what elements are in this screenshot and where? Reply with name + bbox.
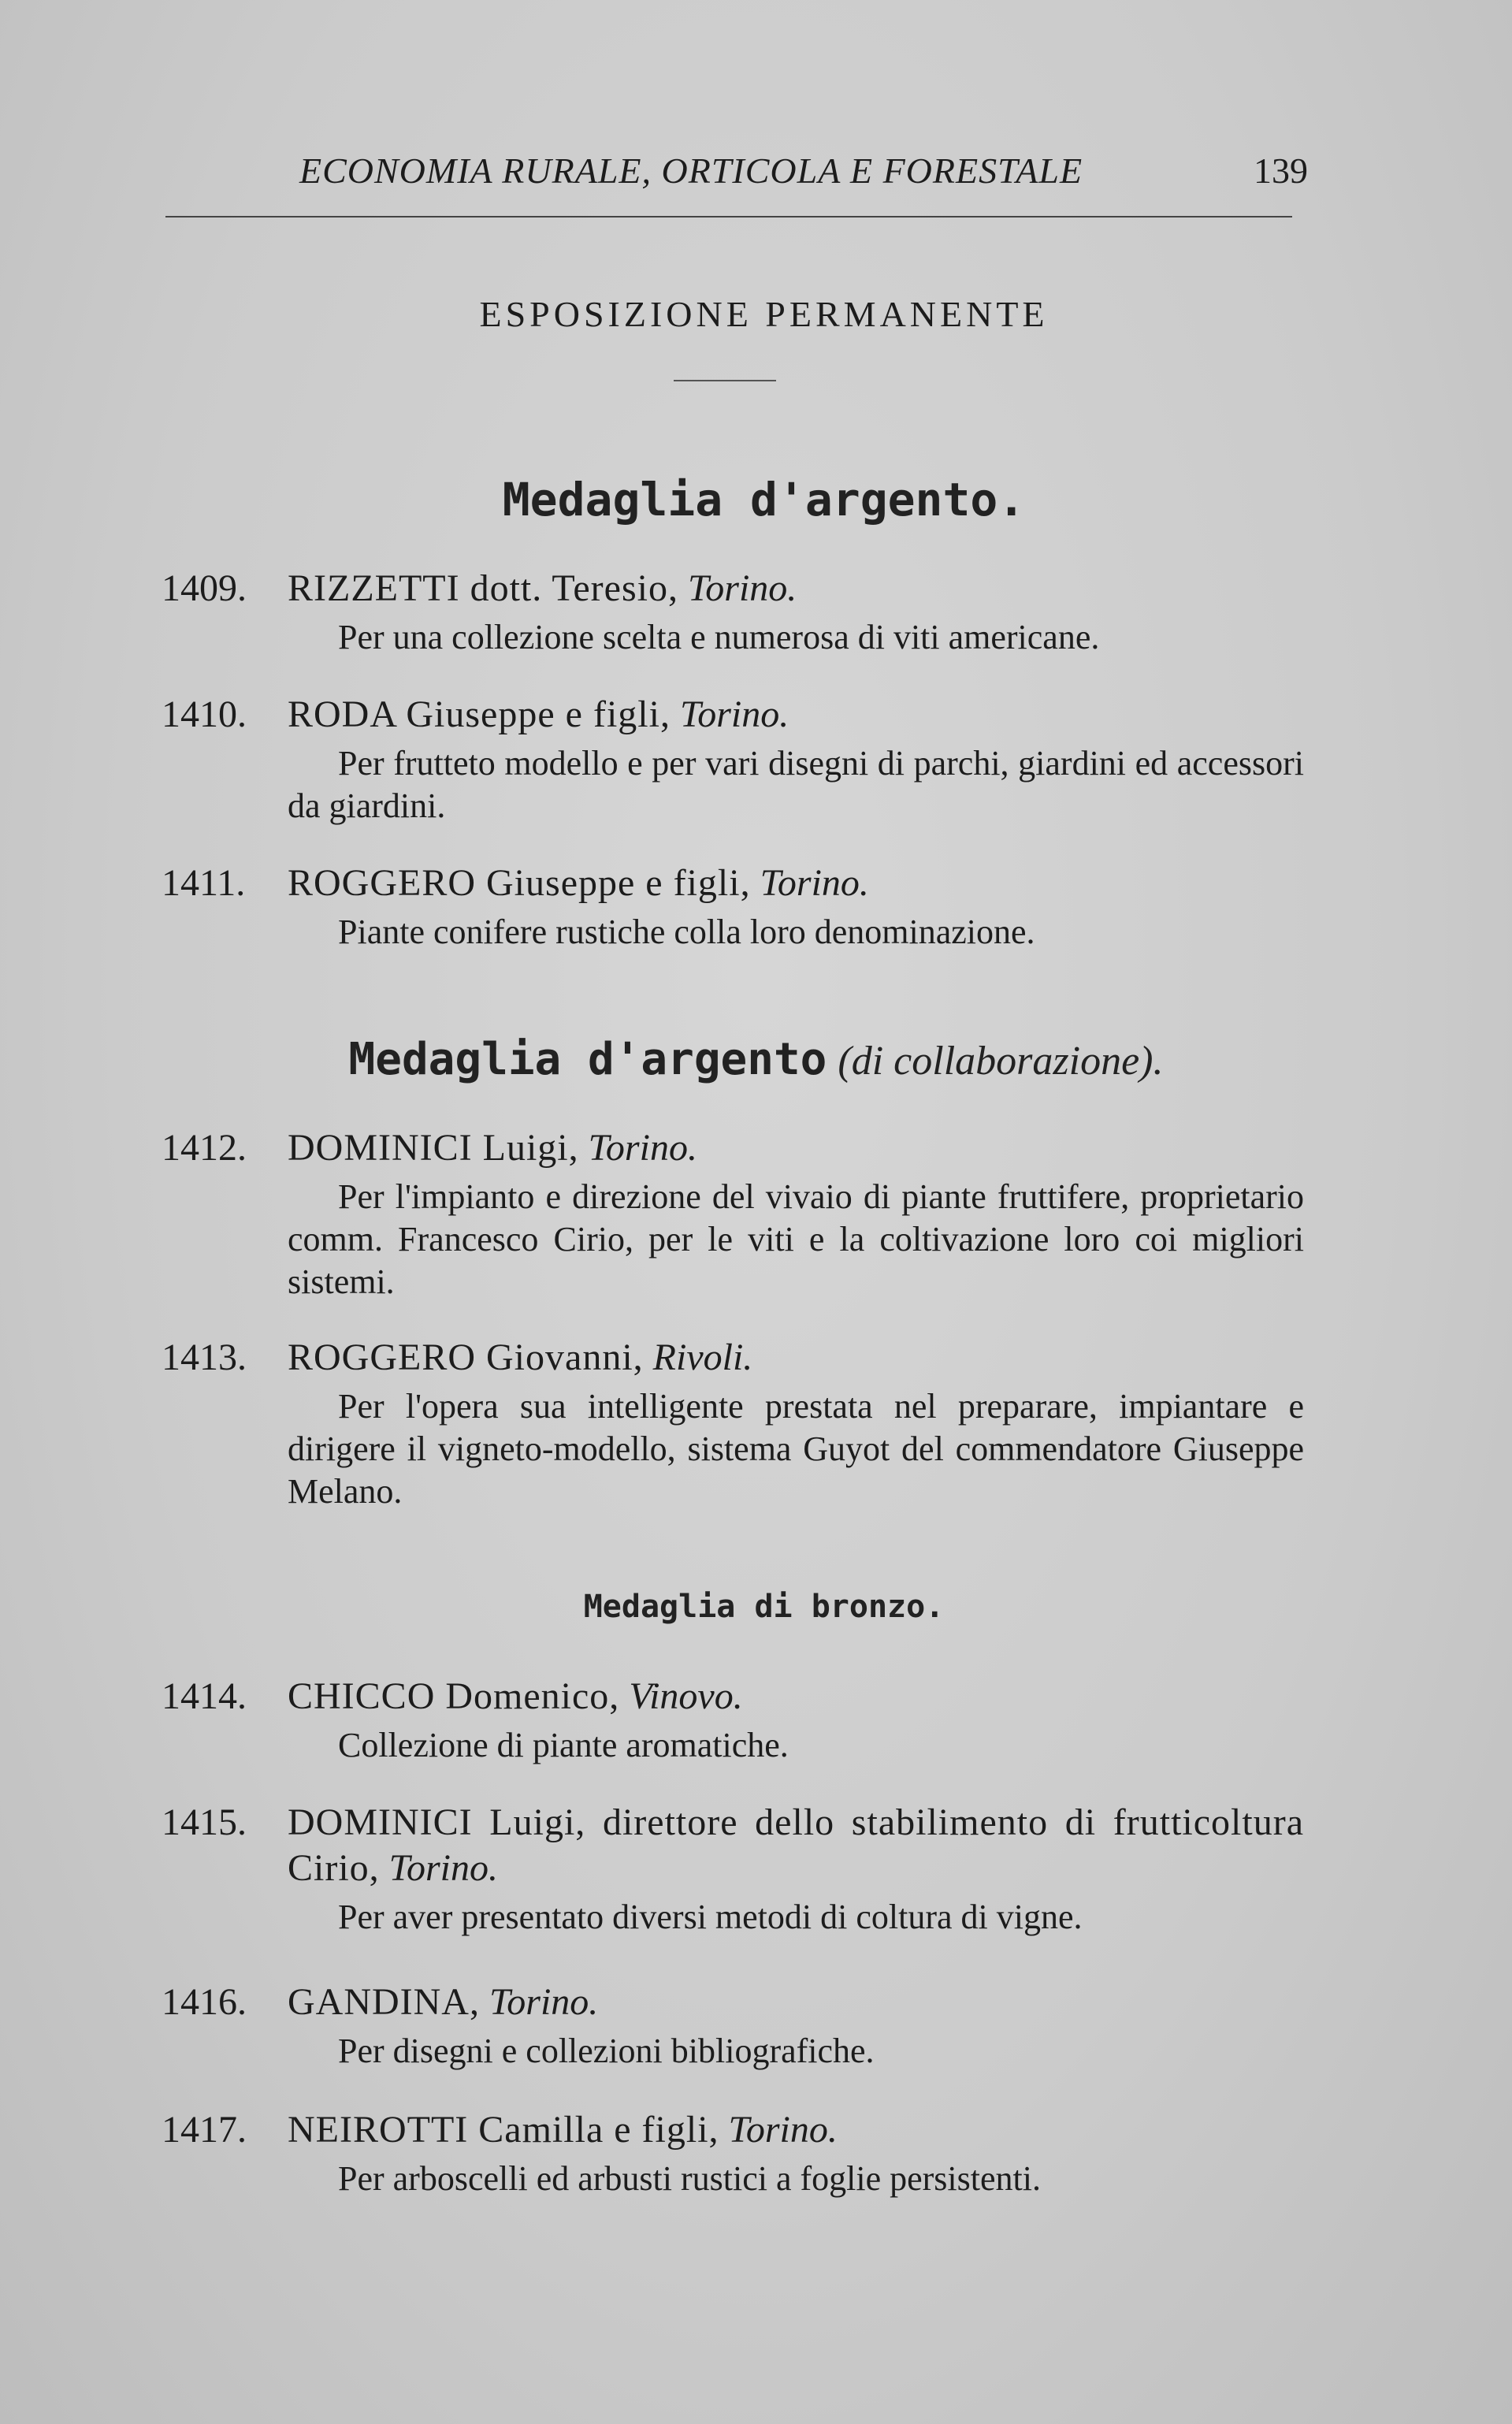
award-heading-silver	[0, 473, 1512, 526]
entry-description: Per arboscelli ed arbusti rustici a foglie persistenti.	[338, 2159, 1041, 2198]
entry-head	[162, 861, 1304, 906]
entry-description: Collezione di piante aromatiche.	[338, 1726, 789, 1764]
entry-number: 1410.	[162, 693, 247, 735]
list-item	[162, 1800, 1304, 1939]
award-heading-silver-collaboration	[0, 1034, 1512, 1085]
entry-description: Per frutteto modello e per vari disegni di parchi, giardini ed accessori da giardini.	[288, 744, 1304, 825]
entry-description: Piante conifere rustiche colla loro denominazione.	[338, 913, 1035, 951]
award-title: Medaglia d'argento.	[502, 473, 1026, 526]
award-heading-bronze	[0, 1589, 1512, 1625]
list-item	[162, 1125, 1304, 1303]
award-title: Medaglia d'argento	[348, 1034, 827, 1085]
section-rule	[674, 380, 776, 381]
entry-number: 1415.	[162, 1801, 247, 1843]
entry-place: Torino.	[679, 693, 789, 735]
entry-name: DOMINICI Luigi, direttore dello stabilimento di frutticoltura Cirio,	[288, 1801, 1304, 1889]
entry-name: NEIROTTI Camilla e figli,	[288, 2109, 719, 2151]
entry-description: Per aver presentato diversi metodi di coltura di vigne.	[338, 1898, 1083, 1936]
entry-name: ROGGERO Giuseppe e figli,	[288, 862, 751, 904]
entry-name: RIZZETTI dott. Teresio,	[288, 567, 678, 609]
entry-description: Per disegni e collezioni bibliografiche.	[338, 2032, 875, 2070]
entry-place: Torino.	[489, 1981, 599, 2023]
entry-number: 1417.	[162, 2109, 247, 2151]
running-head	[165, 150, 1308, 197]
entry-number: 1416.	[162, 1981, 247, 2023]
list-item	[162, 1674, 1304, 1767]
entry-head	[162, 1125, 1304, 1171]
entry-name: ROGGERO Giovanni,	[288, 1337, 644, 1378]
entry-description: Per l'impianto e direzione del vivaio di piante fruttifere, proprietario comm. Francesco Cirio, per le viti e la coltivazione loro coi migliori sistemi.	[288, 1177, 1304, 1301]
entry-description: Per l'opera sua intelligente prestata nel preparare, impiantare e dirigere il vigneto-modello, sistema Guyot del commendatore Giuseppe Melano.	[288, 1387, 1304, 1511]
list-item	[162, 2107, 1304, 2200]
entry-name: RODA Giuseppe e figli,	[288, 693, 671, 735]
running-title: ECONOMIA RURALE, ORTICOLA E FORESTALE	[299, 151, 1083, 191]
entry-place: Torino.	[388, 1847, 498, 1889]
entry-number: 1411.	[162, 862, 246, 904]
entry-place: Rivoli.	[652, 1337, 753, 1378]
entry-number: 1413.	[162, 1337, 247, 1378]
entry-name: CHICCO Domenico,	[288, 1675, 620, 1717]
list-item	[162, 692, 1304, 827]
entry-name: GANDINA,	[288, 1981, 480, 2023]
entry-place: Torino.	[687, 567, 797, 609]
header-rule	[165, 216, 1292, 217]
list-item	[162, 1980, 1304, 2073]
award-subtitle: (di collaborazione).	[838, 1039, 1164, 1084]
entry-place: Torino.	[728, 2109, 838, 2151]
entry-head	[162, 1674, 1304, 1719]
entry-name: DOMINICI Luigi,	[288, 1127, 579, 1169]
page-number: 139	[1254, 151, 1308, 191]
entry-place: Torino.	[588, 1127, 697, 1169]
entry-head	[162, 2107, 1304, 2153]
entry-number: 1414.	[162, 1675, 247, 1717]
entry-head	[162, 566, 1304, 612]
entry-head	[162, 692, 1304, 738]
entry-description: Per una collezione scelta e numerosa di viti americane.	[338, 618, 1100, 656]
section-title: ESPOSIZIONE PERMANENTE	[479, 294, 1049, 334]
entry-head	[162, 1335, 1304, 1381]
entry-place: Vinovo.	[629, 1675, 743, 1717]
list-item	[162, 861, 1304, 954]
list-item	[162, 566, 1304, 659]
entry-number: 1409.	[162, 567, 247, 609]
list-item	[162, 1335, 1304, 1513]
award-title: Medaglia di bronzo.	[583, 1589, 945, 1625]
entry-place: Torino.	[760, 862, 869, 904]
entry-head	[162, 1800, 1304, 1891]
entry-number: 1412.	[162, 1127, 247, 1169]
entry-head	[162, 1980, 1304, 2025]
